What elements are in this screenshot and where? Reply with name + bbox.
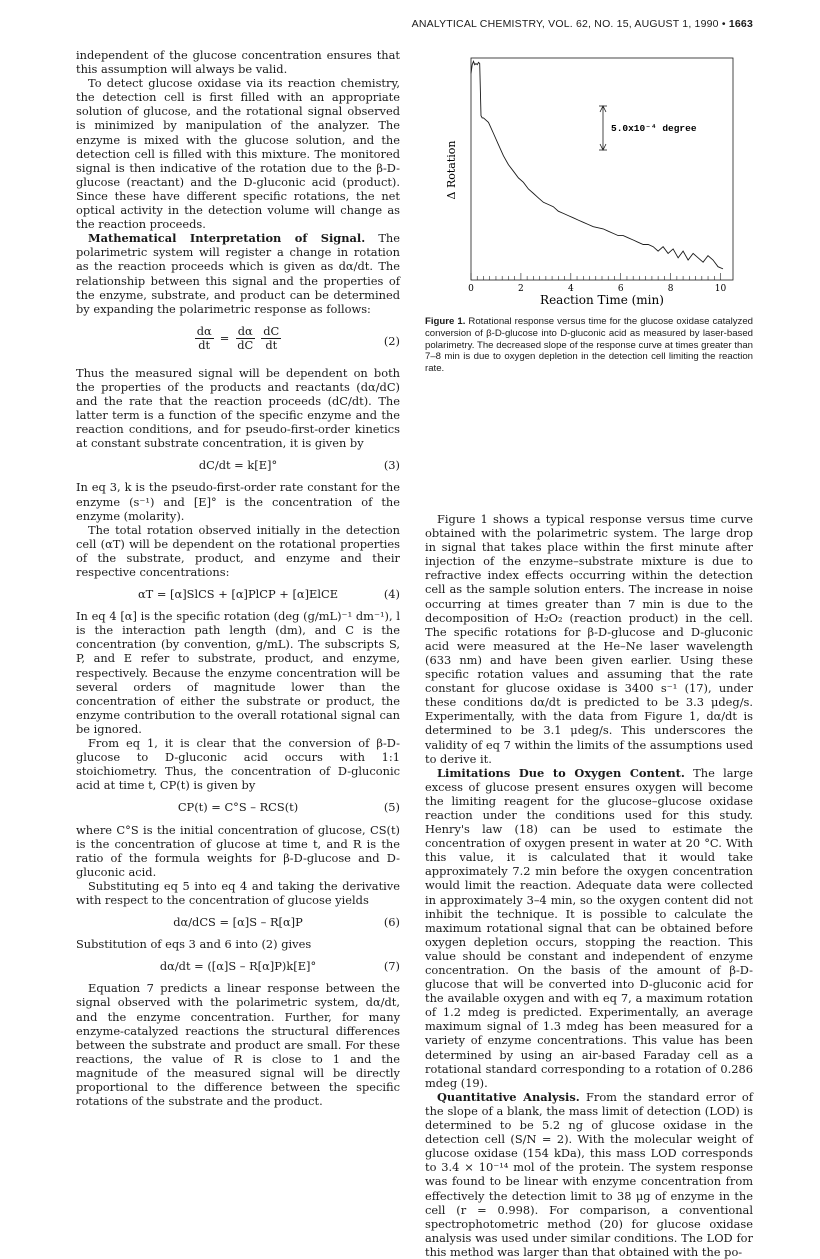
equation-4 (76, 587, 400, 601)
x-tick-label: 10 (714, 284, 727, 294)
response-trace (471, 61, 723, 269)
x-ticks (471, 273, 721, 280)
x-tick-label: 8 (667, 284, 674, 294)
left-column (76, 48, 400, 1108)
y-axis-label: Δ Rotation (445, 140, 458, 200)
paragraph-text: The polarimetric system will register a change in rotation as the reaction proceeds which is given as dα/dt. The relationship between this signal and the properties of the enzyme, substrate, and product can be determined by expanding the polarimetric response as follows: (76, 231, 400, 316)
paragraph-text: From the standard error of the slope of a blank, the mass limit of detection (LOD) is determined to be 5.2 ng of glucose oxidase in the detection cell (S/N = 2). With the molecular weight of glucose oxidase (154 kDa), this mass LOD corresponds to 3.4 × 10⁻¹⁴ mol of the protein. The system response was found to be linear with enzyme concentration from effectively the detection limit to 38 μg of enzyme in the cell (r = 0.998). For comparison, a conventional spectrophotometric method (20) for glucose oxidase analysis was used under similar conditions. The LOD for this method was larger than that obtained with the po- (425, 1089, 753, 1259)
paragraph: The total rotation observed initially in the detection cell (αT) will be dependent on the rotational properties of the substrate, product, and enzyme and their respective concentrations: (76, 522, 400, 579)
paragraph (76, 231, 400, 316)
scale-bar (599, 106, 607, 150)
paragraph: Figure 1 shows a typical response versus time curve obtained with the polarimetric system. The large drop in signal that takes place within the first minute after injection of the enzyme–substrate mixture is due to refractive index effects occurring within the detection cell as the sample solution enters. The increase in noise occurring at times greater than 7 min is due to the decomposition of H₂O₂ (reaction product) in the cell. The specific rotations for β-D-glucose and D-gluconic acid were measured at the He–Ne laser wavelength (633 nm) and have been given earlier. Using these specific rotation values and assuming that the rate constant for glucose oxidase is 3400 s⁻¹ (17), under these conditions dα/dt is predicted to be 3.3 μdeg/s. Experimentally, with the data from Figure 1, dα/dt is determined to be 3.1 μdeg/s. This underscores the validity of eq 7 within the limits of the assumptions used to derive it. (425, 512, 753, 766)
x-tick-label: 2 (518, 284, 524, 294)
paragraph: where C°S is the initial concentration of glucose, CS(t) is the concentration of glucose at time t, and R is the ratio of the formula weights for β-D-glucose and D-gluconic acid. (76, 822, 400, 879)
equation-number: (6) (383, 915, 400, 930)
section-heading: Limitations Due to Oxygen Content. (437, 765, 685, 780)
equation-3 (76, 458, 400, 472)
x-axis-label: Reaction Time (min) (540, 293, 664, 306)
paragraph: independent of the glucose concentration ensures that this assumption will always be valid. (76, 48, 400, 77)
eq2-lhs-den: dt (198, 337, 211, 352)
equation-6 (76, 915, 400, 929)
equation-number: (5) (383, 800, 400, 815)
paragraph: Thus the measured signal will be dependent on both the properties of the products and reactants (dα/dC) and the rate that the reaction proceeds (dC/dt). The latter term is a function of the specific enzyme and the reaction conditions, and for pseudo-first-order kinetics at constant substrate concentration, it is given by (76, 365, 400, 451)
running-header-text: ANALYTICAL CHEMISTRY, VOL. 62, NO. 15, AUGUST 1, 1990 • (411, 18, 729, 30)
page-number: 1663 (728, 18, 753, 30)
scale-label: 5.0x10⁻⁴ degree (611, 123, 697, 134)
paragraph: Equation 7 predicts a linear response between the signal observed with the polarimetric system, dα/dt, and the enzyme concentration. Further, for many enzyme-catalyzed reactions the structural differences between the substrate and product are small. For these reactions, the value of R is close to 1 and the magnitude of the measured signal will be directly proportional to the difference between the specific rotations of the substrate and the product. (76, 981, 400, 1109)
eq2-equals: = (219, 331, 230, 346)
figure-1 (425, 46, 755, 306)
paragraph (425, 1090, 753, 1259)
x-tick-label: 0 (468, 284, 474, 294)
caption-text: Rotational response versus time for the glucose oxidase catalyzed conversion of β-D-glucose into D-gluconic acid as measured by laser-based polarimetry. The decreased slope of the response curve at times greater than 7–8 min is due to oxygen depletion in the detection cell limiting the reaction rate. (425, 316, 754, 375)
paragraph: Substitution of eqs 3 and 6 into (2) gives (76, 937, 312, 952)
caption-label: Figure 1. (425, 316, 466, 327)
equation-number: (2) (383, 333, 400, 348)
paragraph: To detect glucose oxidase via its reaction chemistry, the detection cell is first filled with an appropriate solution of glucose, and the rotational signal observed is minimized by manipulation of the analyzer. The enzyme is mixed with the glucose solution, and the detection cell is filled with this mixture. The monitored signal is then indicative of the rotation due to the β-D-glucose (reactant) and the D-gluconic acid (product). Since these have different specific rotations, the net optical activity in the detection volume will change as the reaction proceeds. (76, 76, 400, 232)
response-chart (425, 46, 755, 306)
section-heading: Quantitative Analysis. (437, 1089, 580, 1104)
equation-2 (76, 324, 400, 358)
figure-caption (425, 316, 753, 375)
paragraph: Substituting eq 5 into eq 4 and taking the derivative with respect to the concentration of glucose yields (76, 878, 400, 907)
equation-5 (76, 800, 400, 814)
eq2-lhs-num: dα (196, 323, 212, 338)
equation-text: αT = [α]SlCS + [α]PlCP + [α]ElCE (137, 587, 339, 602)
right-column (425, 512, 753, 1259)
paragraph: In eq 4 [α] is the specific rotation (deg (g/mL)⁻¹ dm⁻¹), l is the interaction path length (dm), and C is the concentration (by convention, g/mL). The subscripts S, P, and E refer to substrate, product, and enzyme, respectively. Because the enzyme concentration will be several orders of magnitude lower than the concentration of either the substrate or product, the enzyme contribution to the overall rotational signal can be ignored. (76, 609, 400, 736)
paragraph: In eq 3, k is the pseudo-first-order rate constant for the enzyme (s⁻¹) and [E]° is the concentration of the enzyme (molarity). (76, 480, 400, 523)
equation-number: (3) (383, 458, 400, 473)
x-tick-label: 6 (617, 284, 624, 294)
eq2-a-num: dα (237, 323, 253, 338)
equation-number: (4) (383, 587, 400, 602)
eq2-a-den: dC (237, 337, 254, 352)
x-tick-label: 4 (567, 284, 574, 294)
equation-text: CP(t) = C°S – RCS(t) (177, 800, 299, 815)
equation-text: dC/dt = k[E]° (198, 458, 278, 473)
eq2-b-den: dt (265, 337, 278, 352)
running-header (0, 18, 753, 30)
paragraph: From eq 1, it is clear that the conversion of β-D-glucose to D-gluconic acid occurs with 1:1 stoichiometry. Thus, the concentration of D-gluconic acid at time t, CP(t) is given by (76, 736, 400, 793)
equation-7 (76, 959, 400, 973)
eq2-b-num: dC (263, 323, 280, 338)
plot-frame (471, 58, 733, 280)
section-heading: Mathematical Interpretation of Signal. (88, 231, 366, 246)
equation-number: (7) (383, 959, 400, 974)
paragraph (425, 766, 753, 1090)
paragraph-text: The large excess of glucose present ensures oxygen will become the limiting reagent for the glucose–glucose oxidase reaction under the conditions used for this study. Henry's law (18) can be used to estimate the concentration of oxygen present in water at 20 °C. With this value, it is calculated that it would take approximately 7.2 min before the oxygen concentration would limit the reaction. Adequate data were collected in approximately 3–4 min, so the oxygen content did not inhibit the technique. It is possible to calculate the maximum rotational signal that can be obtained before oxygen depletion occurs, stopping the reaction. This value should be constant and independent of enzyme concentration. On the basis of the amount of β-D-glucose that will be converted into D-gluconic acid for the available oxygen and with eq 7, a maximum rotation of 1.2 mdeg is predicted. Experimentally, an average maximum signal of 1.3 mdeg has been measured for a variety of enzyme concentrations. This value has been determined by using an air-based Faraday cell as a rotational standard corresponding to a rotation of 0.286 mdeg (19). (425, 765, 754, 1090)
equation-text: dα/dt = ([α]S – R[α]P)k[E]° (159, 959, 317, 974)
equation-text: dα/dCS = [α]S – R[α]P (173, 915, 303, 930)
